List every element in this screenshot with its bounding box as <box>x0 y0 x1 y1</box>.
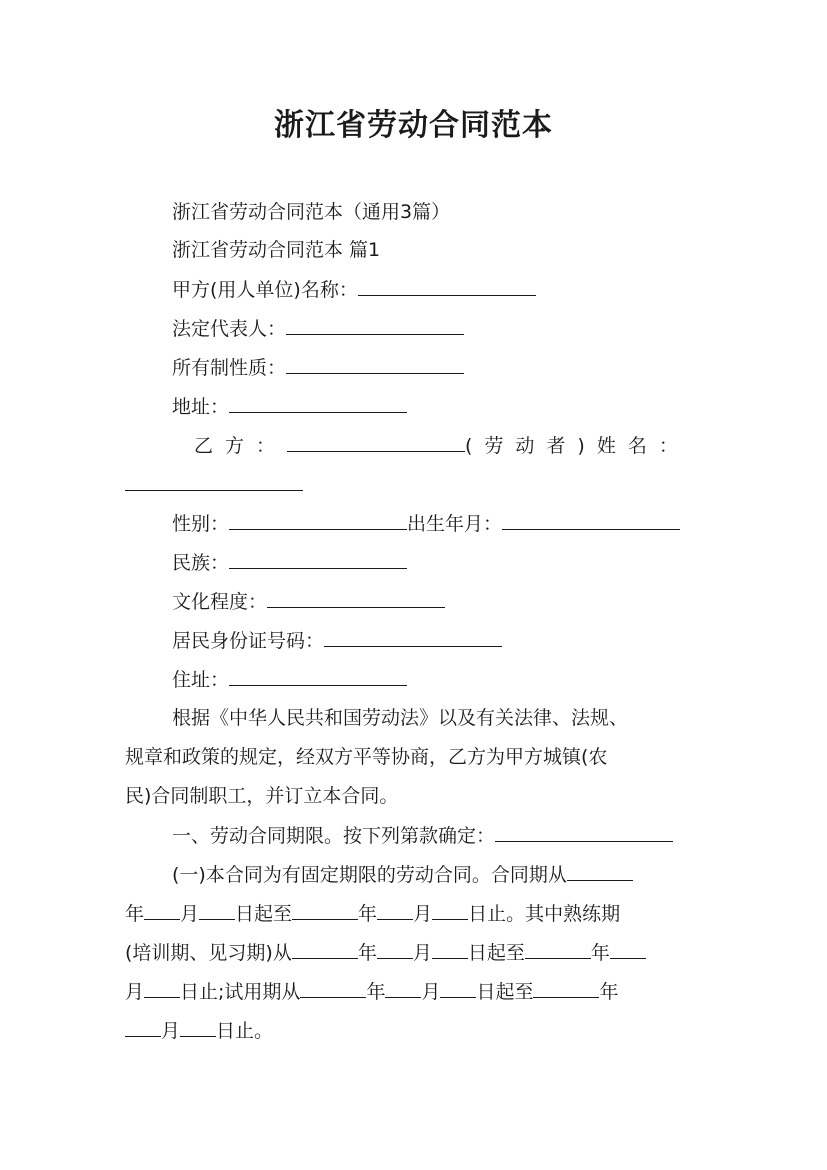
day-end-text: 日止。 <box>216 1020 274 1042</box>
party-b-name-label: (劳动者)姓名： <box>465 435 690 457</box>
probation-text: 试用期从 <box>224 981 301 1003</box>
section-heading: 浙江省劳动合同范本 篇1 <box>172 239 381 261</box>
clause1-row1 <box>172 862 633 887</box>
year-text: 年 <box>125 903 145 925</box>
clause1-row2 <box>125 901 620 926</box>
clause1-mid: 其中熟练期 <box>525 903 621 925</box>
party-b-name-field[interactable] <box>125 472 303 491</box>
residence-row <box>172 667 407 692</box>
training-end-month-field[interactable] <box>610 940 646 959</box>
birth-field[interactable] <box>502 511 680 530</box>
party-a-name-label: 甲方(用人单位)名称： <box>172 279 358 301</box>
clause1-row5 <box>125 1018 273 1043</box>
ethnicity-row <box>172 550 407 575</box>
day-from-text: 日起至 <box>476 981 534 1003</box>
address-row <box>172 394 407 419</box>
term-heading: 一、劳动合同期限。按下列第款确定： <box>172 825 496 847</box>
month-text: 月 <box>421 981 441 1003</box>
legal-rep-label: 法定代表人： <box>172 318 287 340</box>
ownership-field[interactable] <box>286 355 464 374</box>
contract-start-year-field[interactable] <box>567 862 633 881</box>
clause1-row4 <box>125 979 619 1004</box>
residence-field[interactable] <box>229 667 407 686</box>
party-a-name-row <box>172 277 536 302</box>
clause1-start: (一)本合同为有固定期限的劳动合同。合同期从 <box>172 864 567 886</box>
legal-rep-field[interactable] <box>286 316 464 335</box>
document-title: 浙江省劳动合同范本 <box>274 108 553 143</box>
address-label: 地址： <box>172 396 230 418</box>
year-text: 年 <box>590 942 610 964</box>
day-from-text: 日起至 <box>467 942 525 964</box>
party-b-label: 乙方： <box>194 435 288 457</box>
year-text: 年 <box>366 981 386 1003</box>
year-text: 年 <box>358 903 378 925</box>
gender-birth-row <box>172 511 680 536</box>
para1-line3: 民)合同制职工，并订立本合同。 <box>125 785 399 807</box>
probation-end-year-field[interactable] <box>533 979 599 998</box>
probation-start-day-field[interactable] <box>440 979 476 998</box>
ethnicity-field[interactable] <box>229 550 407 569</box>
training-text: (培训期、见习期)从 <box>125 942 292 964</box>
contract-start-month-field[interactable] <box>144 901 180 920</box>
id-field[interactable] <box>324 628 502 647</box>
contract-end-month-field[interactable] <box>377 901 413 920</box>
ownership-label: 所有制性质： <box>172 357 287 379</box>
contract-end-year-field[interactable] <box>292 901 358 920</box>
term-heading-row <box>172 823 673 848</box>
para1-line1: 根据《中华人民共和国劳动法》以及有关法律、法规、 <box>172 707 629 729</box>
ownership-row <box>172 355 464 380</box>
id-row <box>172 628 502 653</box>
year-text: 年 <box>357 942 377 964</box>
party-b-name-row <box>125 472 303 497</box>
gender-field[interactable] <box>229 511 407 530</box>
education-row <box>172 589 445 614</box>
probation-start-year-field[interactable] <box>300 979 366 998</box>
year-text: 年 <box>599 981 619 1003</box>
id-label: 居民身份证号码： <box>172 630 325 652</box>
day-end-text: 日止。 <box>468 903 526 925</box>
contract-end-day-field[interactable] <box>432 901 468 920</box>
term-clause-field[interactable] <box>495 823 673 842</box>
party-a-name-field[interactable] <box>358 277 536 296</box>
day-end-semi-text: 日止; <box>180 981 225 1003</box>
legal-rep-row <box>172 316 464 341</box>
education-label: 文化程度： <box>172 591 268 613</box>
probation-end-day-field[interactable] <box>180 1018 216 1037</box>
document-subtitle: 浙江省劳动合同范本（通用3篇） <box>172 201 451 223</box>
education-field[interactable] <box>267 589 445 608</box>
residence-label: 住址： <box>172 669 230 691</box>
ethnicity-label: 民族： <box>172 552 230 574</box>
month-text: 月 <box>161 1020 181 1042</box>
month-text: 月 <box>413 903 433 925</box>
training-end-year-field[interactable] <box>525 940 591 959</box>
address-field[interactable] <box>229 394 407 413</box>
party-b-row <box>194 433 690 458</box>
training-start-day-field[interactable] <box>432 940 468 959</box>
gender-label: 性别： <box>172 513 230 535</box>
day-from-text: 日起至 <box>235 903 293 925</box>
contract-start-day-field[interactable] <box>199 901 235 920</box>
training-start-year-field[interactable] <box>292 940 358 959</box>
clause1-row3 <box>125 940 646 965</box>
training-end-day-field[interactable] <box>144 979 180 998</box>
month-text: 月 <box>412 942 432 964</box>
training-start-month-field[interactable] <box>377 940 413 959</box>
month-text: 月 <box>180 903 200 925</box>
month-text: 月 <box>125 981 145 1003</box>
probation-start-month-field[interactable] <box>385 979 421 998</box>
birth-label: 出生年月： <box>407 513 503 535</box>
party-b-field[interactable] <box>287 433 465 452</box>
probation-end-month-field[interactable] <box>125 1018 161 1037</box>
para1-line2: 规章和政策的规定，经双方平等协商，乙方为甲方城镇(农 <box>125 746 608 768</box>
